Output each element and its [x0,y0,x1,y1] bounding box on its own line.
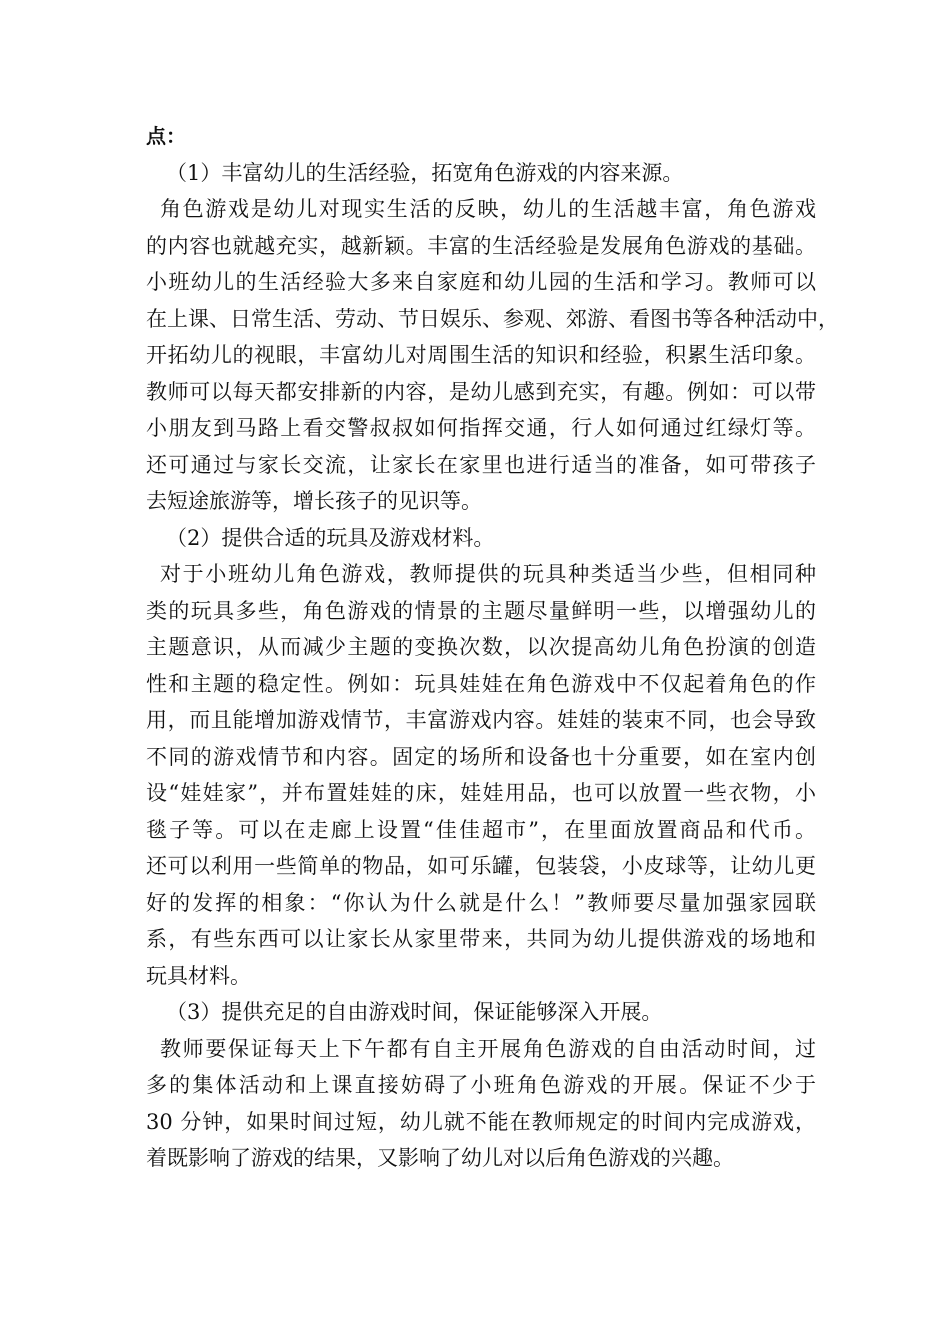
paragraph-first-line: 教师要保证每天上下午都有自主开展角色游戏的自由活动时间，过 [160,1036,816,1061]
text-line: 的内容也就越充实，越新颖。丰富的生活经验是发展角色游戏的基础。 [146,233,816,258]
paragraph-first-line: 对于小班幼儿角色游戏，教师提供的玩具种类适当少些，但相同种 [160,562,816,586]
section-heading: （3）提供充足的自由游戏时间，保证能够深入开展。 [166,1000,663,1024]
text-line: 30 分钟，如果时间过短，幼儿就不能在教师规定的时间内完成游戏， [146,1109,816,1134]
paragraph-first-line: 角色游戏是幼儿对现实生活的反映，幼儿的生活越丰富，角色游戏 [160,197,816,221]
text-line: 还可通过与家长交流，让家长在家里也进行适当的准备，如可带孩子 [146,452,816,477]
section-heading: （1）丰富幼儿的生活经验，拓宽角色游戏的内容来源。 [166,160,684,185]
text-line: 系，有些东西可以让家长从家里带来，共同为幼儿提供游戏的场地和 [146,927,816,951]
text-line: 去短途旅游等，增长孩子的见识等。 [146,489,482,513]
text-line: 在上课、日常生活、劳动、节日娱乐、参观、郊游、看图书等各种活动中， [146,306,839,331]
text-line: 开拓幼儿的视眼，丰富幼儿对周围生活的知识和经验，积累生活印象。 [146,343,816,367]
section-heading: （2）提供合适的玩具及游戏材料。 [166,525,495,550]
text-line: 还可以利用一些简单的物品，如可乐罐，包装袋，小皮球等，让幼儿更 [146,854,816,878]
text-line: 性和主题的稳定性。例如：玩具娃娃在角色游戏中不仅起着角色的作 [146,671,816,696]
text-line: 着既影响了游戏的结果，又影响了幼儿对以后角色游戏的兴趣。 [146,1146,734,1170]
text-line: 教师可以每天都安排新的内容，是幼儿感到充实，有趣。例如：可以带 [146,379,816,404]
text-line: 设“娃娃家”，并布置娃娃的床，娃娃用品，也可以放置一些衣物，小 [146,781,816,805]
text-line: 毯子等。可以在走廊上设置“佳佳超市”，在里面放置商品和代币。 [146,817,816,842]
text-line: 玩具材料。 [146,963,251,988]
text-line: 不同的游戏情节和内容。固定的场所和设备也十分重要，如在室内创 [146,744,816,769]
text-line: 好的发挥的相象：“你认为什么就是什么！”教师要尽量加强家园联 [146,890,816,915]
text-line: 小班幼儿的生活经验大多来自家庭和幼儿园的生活和学习。教师可以 [146,270,816,294]
text-line: 小朋友到马路上看交警叔叔如何指挥交通，行人如何通过红绿灯等。 [146,416,816,440]
page-heading: 点： [146,124,186,148]
text-line: 类的玩具多些，角色游戏的情景的主题尽量鲜明一些，以增强幼儿的 [146,598,816,623]
text-line: 主题意识，从而减少主题的变换次数，以次提高幼儿角色扮演的创造 [146,635,816,659]
text-line: 多的集体活动和上课直接妨碍了小班角色游戏的开展。保证不少于 [146,1073,816,1097]
document-body [146,118,839,1177]
text-line: 用，而且能增加游戏情节，丰富游戏内容。娃娃的装束不同，也会导致 [146,708,816,732]
